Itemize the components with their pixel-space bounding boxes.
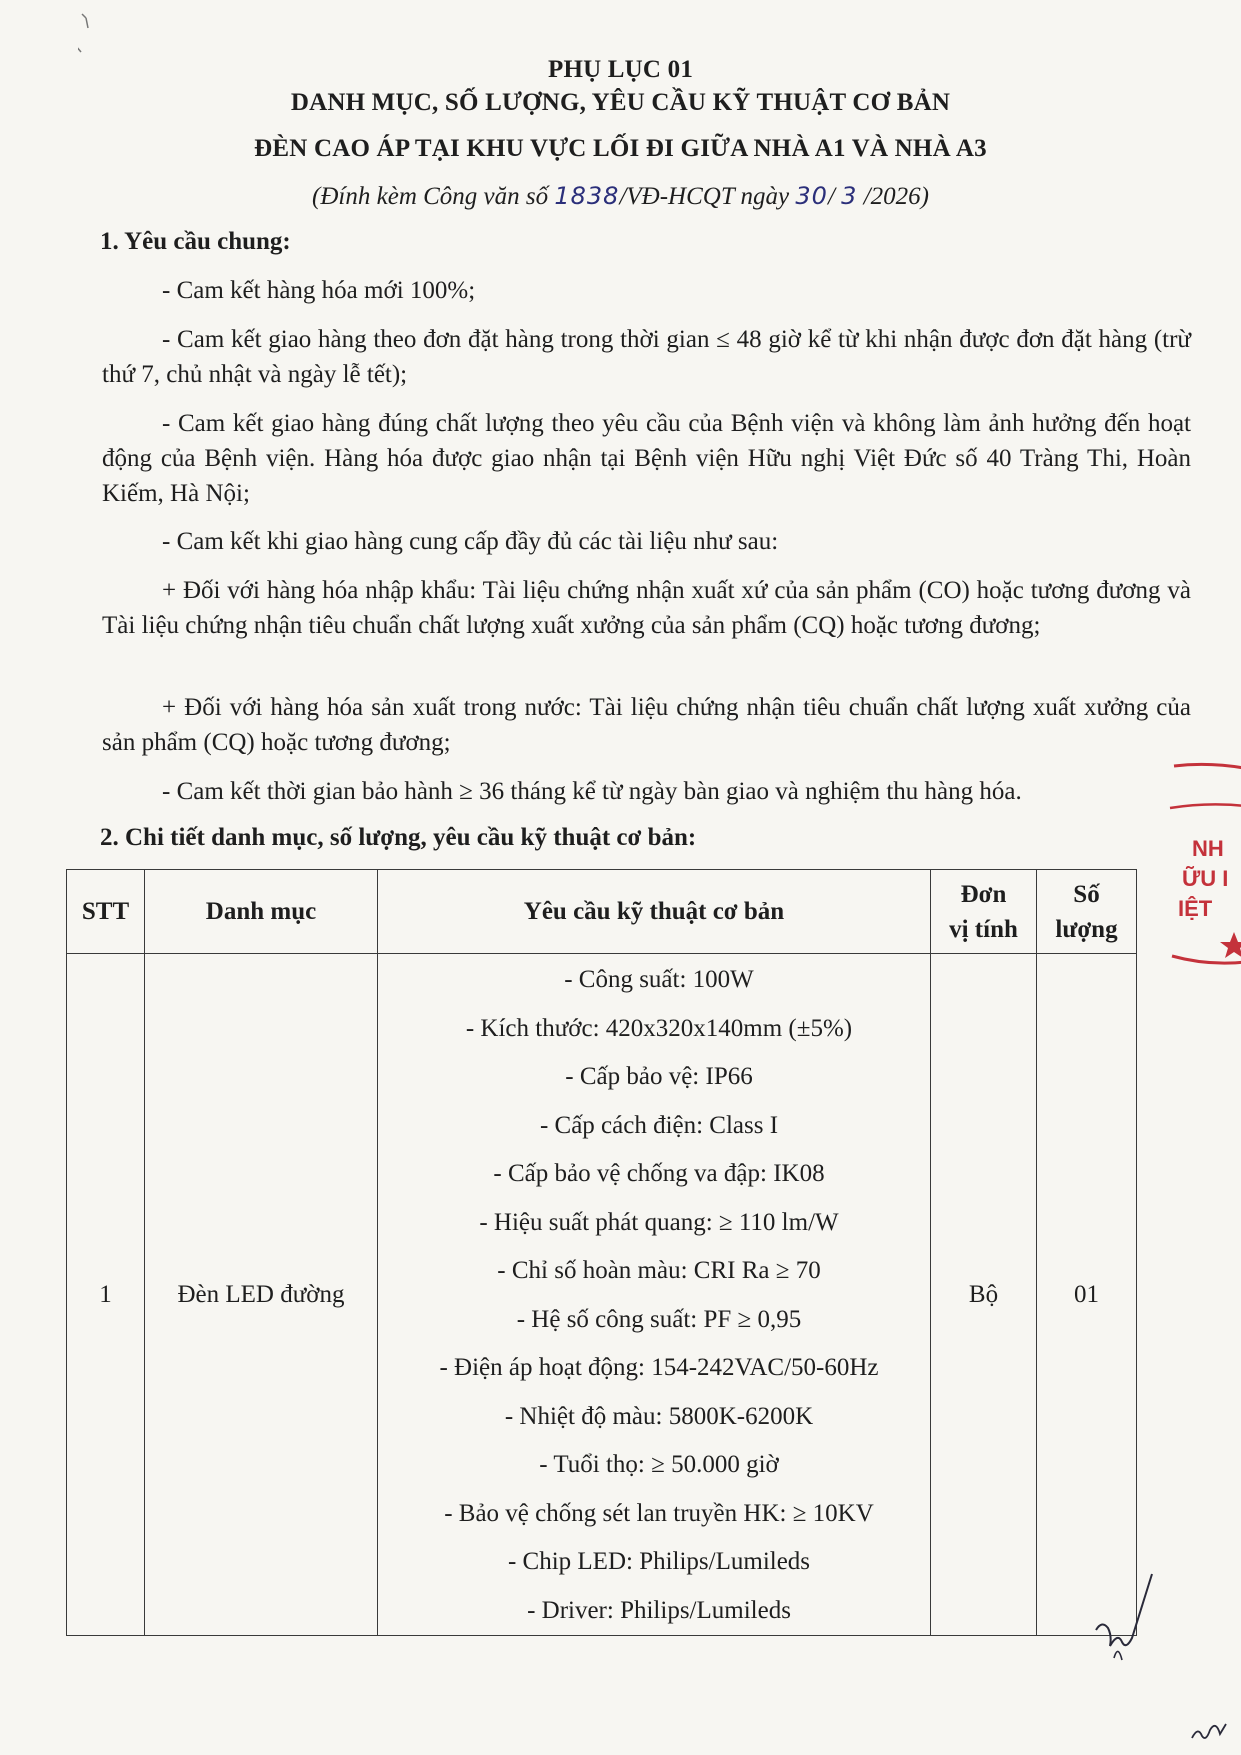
requirement-paragraph: + Đối với hàng hóa sản xuất trong nước: Tài liệu chứng nhận tiêu chuẩn chất lượng xuất xưởng của sản phẩm (CQ) hoặc tương đương; [102,694,1191,756]
handwritten-document-number: 1838 [554,182,620,210]
requirement-paragraph: - Cam kết giao hàng đúng chất lượng theo yêu cầu của Bệnh viện và không làm ảnh hưởng đến hoạt động của Bệnh viện. Hàng hóa được giao nhận tại Bệnh viện Hữu nghị Việt Đức số 40 Tràng Thi, Hoàn Kiếm, Hà Nội; [102,410,1191,507]
requirement-item: - Nhiệt độ màu: 5800K-6200K [504,1402,814,1430]
requirement-item: - Điện áp hoạt động: 154-242VAC/50-60Hz [439,1354,879,1381]
cell-item: Đèn LED đường [145,954,378,1636]
seal-text-line: IỆT [1178,896,1213,921]
requirement-paragraph: - Cam kết hàng hóa mới 100%; [162,277,476,304]
section-1-heading: 1. Yêu cầu chung: [100,228,291,255]
handwritten-signature [1088,1572,1188,1682]
reference-prefix: (Đính kèm Công văn số [312,183,555,210]
reference-suffix: /2026) [857,183,929,210]
requirement-item: - Bảo vệ chống sét lan truyền HK: ≥ 10KV [444,1499,874,1527]
requirement-item: - Cấp bảo vệ chống va đập: IK08 [493,1160,825,1187]
table-row [67,954,1137,1636]
handwritten-day: 30 [795,182,828,210]
document-title-line-2: ĐÈN CAO ÁP TẠI KHU VỰC LỐI ĐI GIỮA NHÀ A1 VÀ NHÀ A3 [254,135,987,162]
requirement-item: - Hiệu suất phát quang: ≥ 110 lm/W [479,1208,839,1236]
header-unit: Đơn vị tính [931,870,1037,954]
seal-text-line: NH [1192,836,1224,861]
reference-line [0,182,1241,211]
requirement-item: - Chỉ số hoàn màu: CRI Ra ≥ 70 [497,1257,821,1284]
specification-table [66,869,1137,1636]
requirement-paragraph: - Cam kết thời gian bảo hành ≥ 36 tháng kể từ ngày bàn giao và nghiệm thu hàng hóa. [162,778,1022,805]
requirement-item: - Driver: Philips/Lumileds [527,1596,791,1624]
handwritten-month: 3 [841,182,858,210]
requirement-paragraph: + Đối với hàng hóa nhập khẩu: Tài liệu chứng nhận xuất xứ của sản phẩm (CO) hoặc tương đương và Tài liệu chứng nhận tiêu chuẩn chất lượng xuất xưởng của sản phẩm (CQ) hoặc tương đương; [102,577,1191,639]
requirement-item: - Hệ số công suất: PF ≥ 0,95 [516,1305,802,1333]
cell-stt: 1 [67,954,145,1636]
requirement-item: - Tuổi thọ: ≥ 50.000 giờ [539,1451,779,1478]
cell-qty: 01 [1037,954,1137,1636]
reference-middle: /VĐ-HCQT ngày [619,183,796,210]
document-title-line-1: DANH MỤC, SỐ LƯỢNG, YÊU CẦU KỸ THUẬT CƠ BẢN [290,89,951,116]
requirement-paragraph: - Cam kết khi giao hàng cung cấp đầy đủ các tài liệu như sau: [162,528,779,555]
cell-unit: Bộ [931,954,1037,1636]
requirement-item: - Kích thước: 420x320x140mm (±5%) [465,1014,853,1042]
requirement-paragraph: - Cam kết giao hàng theo đơn đặt hàng trong thời gian ≤ 48 giờ kể từ khi nhận được đơn đặt hàng (trừ thứ 7, chủ nhật và ngày lễ tết); [102,326,1191,388]
scan-speck-mark [78,8,108,58]
appendix-title: PHỤ LỤC 01 [547,56,694,83]
cell-requirements [378,954,931,1636]
header-spec: Yêu cầu kỹ thuật cơ bản [378,870,931,954]
requirement-item: - Cấp bảo vệ: IP66 [565,1063,753,1090]
requirements-list [388,954,930,1635]
header-stt: STT [67,870,145,954]
requirement-item: - Công suất: 100W [564,966,754,993]
page-initials-mark [1190,1716,1230,1746]
red-seal-stamp [1168,756,1241,986]
seal-text-line: ỮU I [1182,866,1229,891]
header-qty: Số lượng [1037,870,1137,954]
section-2-heading: 2. Chi tiết danh mục, số lượng, yêu cầu kỹ thuật cơ bản: [100,824,697,851]
requirement-item: - Chip LED: Philips/Lumileds [507,1548,811,1575]
reference-separator: / [827,183,842,210]
table-header-row [67,870,1137,954]
header-item: Danh mục [145,870,378,954]
requirement-item: - Cấp cách điện: Class I [539,1111,779,1139]
